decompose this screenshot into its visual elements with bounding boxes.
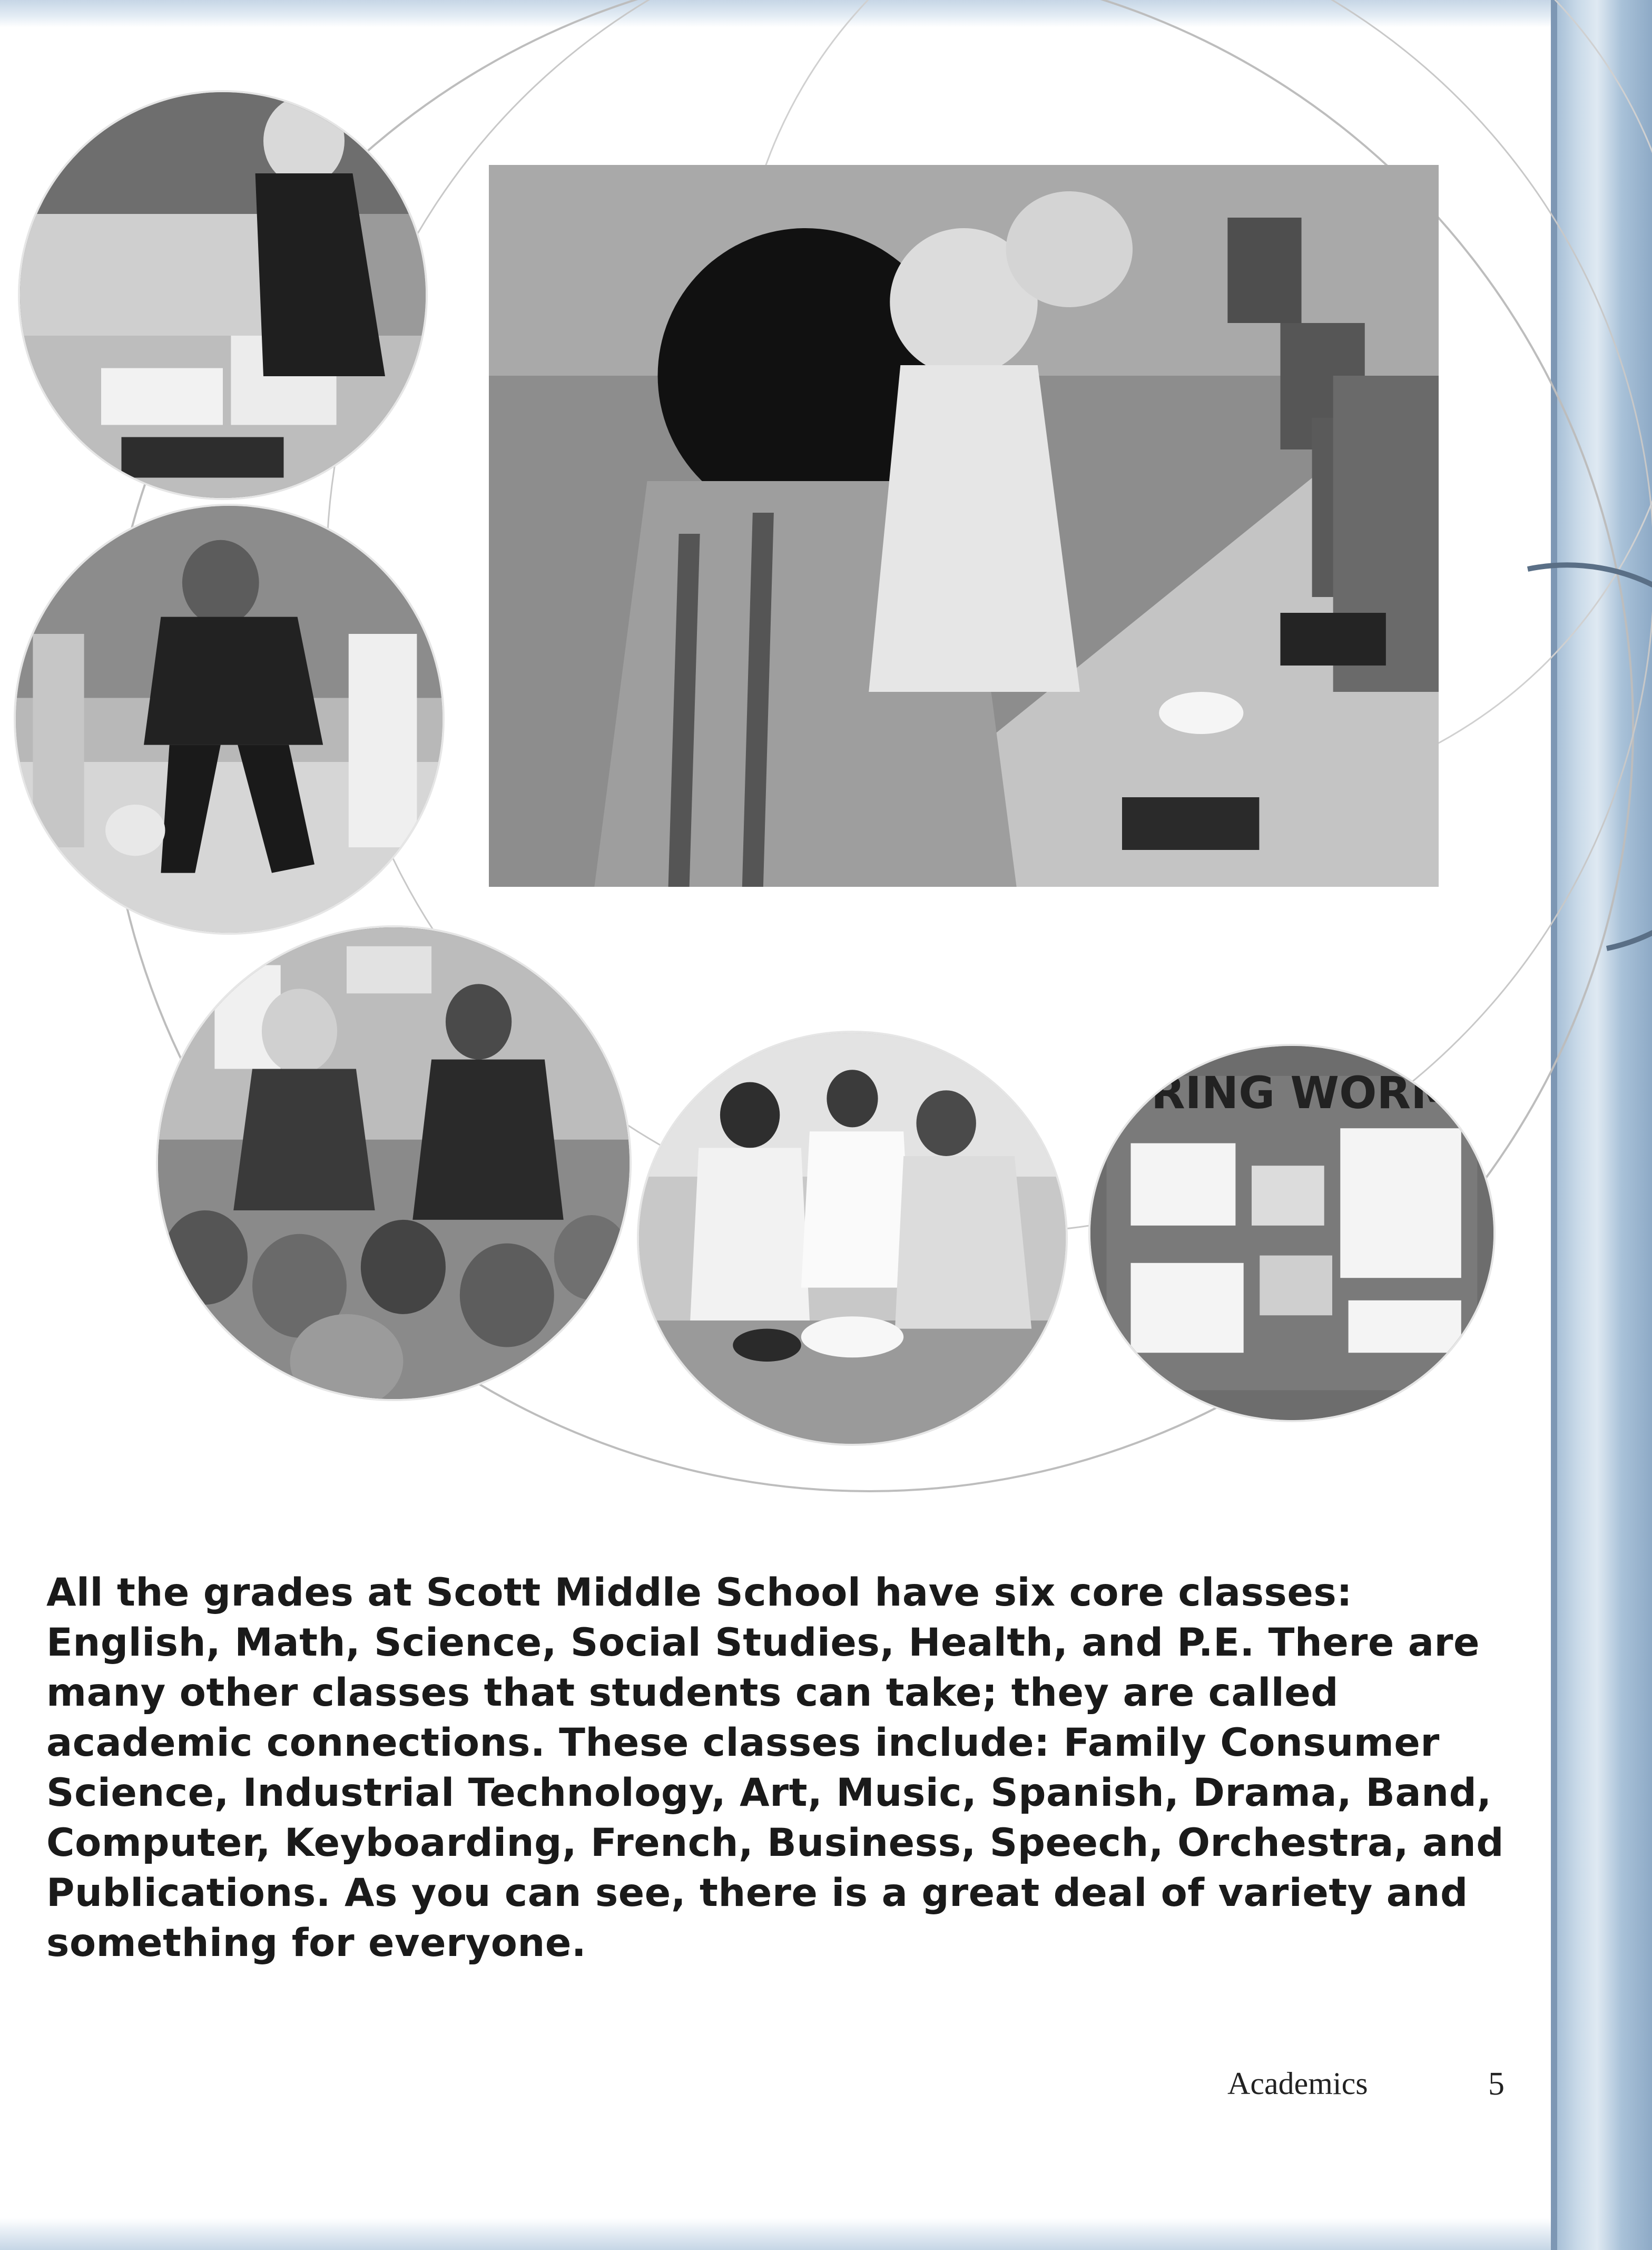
photo-computer-lab	[489, 165, 1439, 887]
body-paragraph: All the grades at Scott Middle School have six core classes: English, Math, Science, Social Studies, Health, and P.E. There are many other classes that students can take; they are called academic connections. These classes include: Family Consumer Science, Industrial Technology, Art, Music, Spanish, Drama, Band, Computer, Keyboarding, French, Business, Speech, Orchestra, and Publications. As you can see, there is a great deal of variety and something for everyone.	[46, 1570, 1504, 1965]
photo-poster-circle	[1090, 1046, 1493, 1420]
poster-title: RING WORM	[1151, 1067, 1455, 1119]
photo-skit-circle	[158, 927, 630, 1399]
section-label: Academics	[1227, 2066, 1368, 2101]
photo-lab-circle	[20, 92, 426, 498]
photo-gym-circle	[16, 506, 442, 933]
page-number: 5	[1488, 2066, 1504, 2102]
photo-cooking-circle	[639, 1033, 1066, 1444]
